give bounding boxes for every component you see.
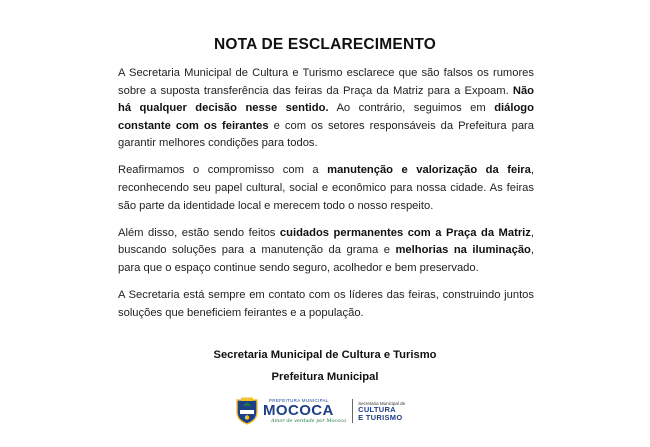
city-name: MOCOCA <box>263 402 334 419</box>
document-body <box>118 65 534 332</box>
paragraph-3 <box>118 225 534 278</box>
body-text-run: Ao contrário, seguimos em <box>328 102 495 115</box>
mococa-logo <box>263 398 346 424</box>
document-title: NOTA DE ESCLARECIMENTO <box>214 36 436 53</box>
body-text-run: e com os setores responsáveis da Prefeitura para garantir melhores condições para todos. <box>118 119 535 150</box>
body-text-run: , reconhecendo seu papel cultural, social e econômico para nossa cidade. As feiras são parte da identidade local e merecem todo o nosso respeito. <box>118 164 534 212</box>
body-text-run: Além disso, estão sendo feitos <box>118 226 280 239</box>
paragraph-2 <box>118 162 534 215</box>
paragraph-4 <box>118 287 534 322</box>
emphasis-text: diálogo constante com os feirantes <box>118 102 534 132</box>
body-text-run: , para que o espaço continue sendo seguro, acolhedor e bem preservado. <box>118 244 534 274</box>
paragraph-1 <box>118 65 534 153</box>
emphasis-text: melhorias na iluminação <box>395 244 531 257</box>
city-slogan: Amor de verdade por Mococa <box>271 418 347 424</box>
emphasis-text: cuidados permanentes com a Praça da Matriz <box>279 226 531 239</box>
emphasis-text: Não há qualquer decisão nesse sentido. <box>118 84 534 115</box>
signature-prefeitura: Prefeitura Municipal <box>271 371 379 383</box>
cultura-turismo-logo <box>358 401 405 422</box>
emphasis-text: manutenção e valorização da feira <box>327 164 531 177</box>
city-crest-icon <box>234 397 260 425</box>
footer-logos <box>234 396 405 426</box>
logo-divider <box>352 399 353 423</box>
turismo-label: E TURISMO <box>358 412 403 422</box>
cultura-label: CULTURA <box>358 404 396 414</box>
secretaria-label: Secretaria Municipal de <box>358 400 406 406</box>
body-text-run: Reafirmamos o compromisso com a <box>118 164 328 177</box>
body-text-run: , buscando soluções para a manutenção da grama e <box>118 226 534 257</box>
prefeitura-label: PREFEITURA MUNICIPAL <box>269 398 329 403</box>
body-text-run: A Secretaria Municipal de Cultura e Turismo esclarece que são falsos os rumores sobre a suposta transferência das feiras da Praça da Matriz para a Expoam. <box>118 67 534 97</box>
body-text-run: A Secretaria está sempre em contato com os líderes das feiras, construindo juntos soluções que beneficiem feirantes e a população. <box>118 289 534 319</box>
signature-secretaria: Secretaria Municipal de Cultura e Turismo <box>213 349 437 361</box>
